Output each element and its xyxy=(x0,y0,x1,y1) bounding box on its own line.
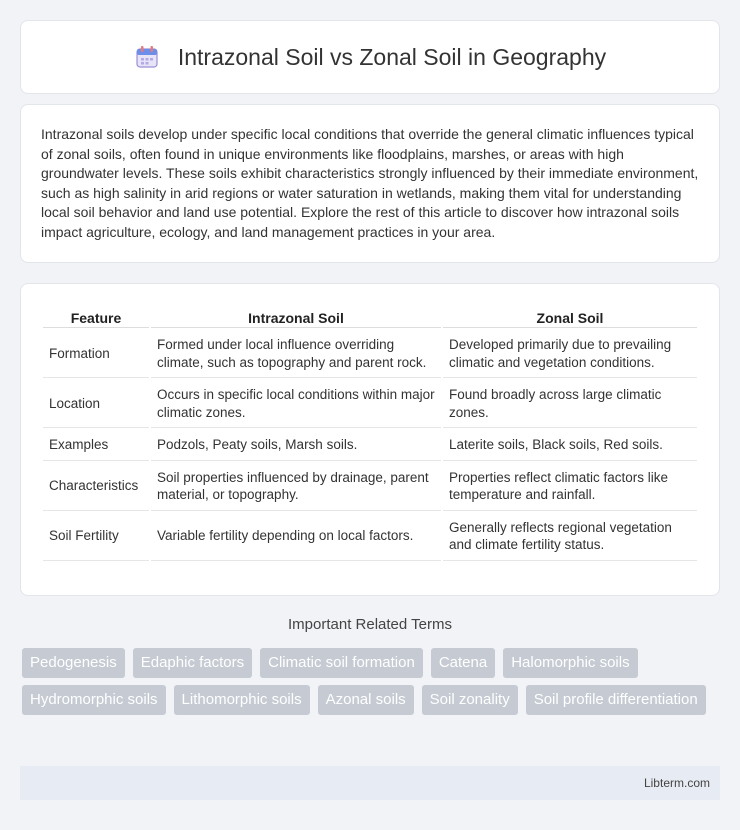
row-feature: Location xyxy=(43,380,149,428)
row-zonal: Found broadly across large climatic zones. xyxy=(443,380,697,428)
related-terms-list xyxy=(22,648,722,722)
row-zonal: Generally reflects regional vegetation and climate fertility status. xyxy=(443,513,697,561)
row-intrazonal: Soil properties influenced by drainage, parent material, or topography. xyxy=(151,463,441,511)
header-card xyxy=(20,20,720,94)
tag-hydromorphic-soils[interactable]: Hydromorphic soils xyxy=(22,685,166,715)
footer xyxy=(20,766,720,800)
comparison-table-card xyxy=(20,283,720,596)
row-zonal: Laterite soils, Black soils, Red soils. xyxy=(443,430,697,461)
tag-pedogenesis[interactable]: Pedogenesis xyxy=(22,648,125,678)
intro-card xyxy=(20,104,720,263)
row-zonal: Developed primarily due to prevailing climatic and vegetation conditions. xyxy=(443,330,697,378)
table-row xyxy=(43,430,697,461)
row-intrazonal: Podzols, Peaty soils, Marsh soils. xyxy=(151,430,441,461)
header-zonal: Zonal Soil xyxy=(443,306,697,328)
row-feature: Characteristics xyxy=(43,463,149,511)
table-row xyxy=(43,330,697,378)
header-feature: Feature xyxy=(43,306,149,328)
intro-paragraph: Intrazonal soils develop under specific local conditions that override the general climatic influences typical of zonal soils, often found in unique environments like floodplains, marshes, or areas with high groundwater levels. These soils exhibit characteristics strongly influenced by their immediate environment, such as high salinity in arid regions or water saturation in wetlands, making them vital for understanding local soil behavior and land use potential. Explore the rest of this article to discover how intrazonal soils impact agriculture, ecology, and land management practices in your area. xyxy=(41,126,699,240)
related-terms-title: Important Related Terms xyxy=(288,616,452,633)
tag-azonal-soils[interactable]: Azonal soils xyxy=(318,685,414,715)
row-intrazonal: Formed under local influence overriding climate, such as topography and parent rock. xyxy=(151,330,441,378)
tag-lithomorphic-soils[interactable]: Lithomorphic soils xyxy=(174,685,310,715)
footer-brand[interactable]: Libterm.com xyxy=(643,776,710,790)
calendar-icon xyxy=(134,44,160,70)
table-row xyxy=(43,513,697,561)
row-feature: Formation xyxy=(43,330,149,378)
tag-climatic-soil-formation[interactable]: Climatic soil formation xyxy=(260,648,423,678)
row-zonal: Properties reflect climatic factors like temperature and rainfall. xyxy=(443,463,697,511)
tag-soil-profile-differentiation[interactable]: Soil profile differentiation xyxy=(526,685,706,715)
row-intrazonal: Variable fertility depending on local factors. xyxy=(151,513,441,561)
comparison-table xyxy=(41,304,699,563)
tag-halomorphic-soils[interactable]: Halomorphic soils xyxy=(503,648,637,678)
header-intrazonal: Intrazonal Soil xyxy=(151,306,441,328)
row-feature: Examples xyxy=(43,430,149,461)
table-header-row xyxy=(43,306,697,328)
tag-soil-zonality[interactable]: Soil zonality xyxy=(422,685,518,715)
tag-edaphic-factors[interactable]: Edaphic factors xyxy=(133,648,252,678)
table-row xyxy=(43,380,697,428)
row-feature: Soil Fertility xyxy=(43,513,149,561)
row-intrazonal: Occurs in specific local conditions within major climatic zones. xyxy=(151,380,441,428)
page-title: Intrazonal Soil vs Zonal Soil in Geography xyxy=(177,43,607,70)
table-row xyxy=(43,463,697,511)
tag-catena[interactable]: Catena xyxy=(431,648,495,678)
